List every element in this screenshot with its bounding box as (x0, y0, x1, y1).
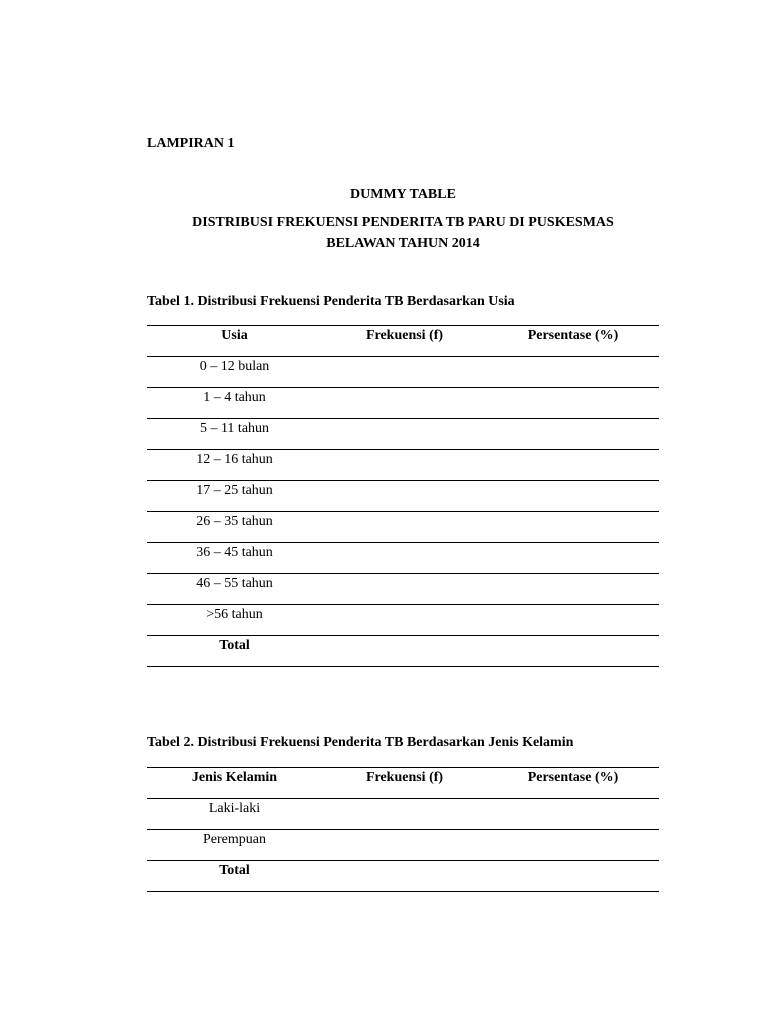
row-label: 12 – 16 tahun (196, 452, 273, 467)
column-header-frequency: Frekuensi (f) (365, 328, 444, 343)
table-header-row (147, 768, 659, 799)
appendix-label: LAMPIRAN 1 (147, 136, 235, 151)
row-label: 26 – 35 tahun (196, 514, 273, 529)
document-title (147, 212, 659, 254)
column-header-age: Usia (221, 328, 248, 343)
row-label: 36 – 45 tahun (196, 545, 273, 560)
frequency-cell (322, 861, 487, 892)
total-label: Total (219, 638, 250, 653)
row-label: >56 tahun (206, 607, 263, 622)
frequency-cell (322, 450, 487, 481)
table-row (147, 388, 659, 419)
row-label: Perempuan (203, 832, 266, 847)
table-row (147, 830, 659, 861)
frequency-cell (322, 605, 487, 636)
table-row (147, 419, 659, 450)
percentage-cell (487, 861, 659, 892)
frequency-cell (322, 830, 487, 861)
frequency-cell (322, 388, 487, 419)
frequency-cell (322, 357, 487, 388)
column-header-frequency: Frekuensi (f) (365, 770, 444, 785)
percentage-cell (487, 512, 659, 543)
row-label: 46 – 55 tahun (196, 576, 273, 591)
row-label: Laki-laki (208, 801, 261, 816)
frequency-cell (322, 543, 487, 574)
row-label: 1 – 4 tahun (203, 390, 266, 405)
table-age-distribution (147, 325, 659, 667)
frequency-cell (322, 636, 487, 667)
frequency-cell (322, 481, 487, 512)
percentage-cell (487, 799, 659, 830)
table-row (147, 357, 659, 388)
dummy-table-heading: DUMMY TABLE (350, 187, 456, 202)
column-header-percentage: Persentase (%) (527, 328, 619, 343)
frequency-cell (322, 419, 487, 450)
table-header-row (147, 326, 659, 357)
row-label: 17 – 25 tahun (196, 483, 273, 498)
table-row (147, 605, 659, 636)
percentage-cell (487, 388, 659, 419)
frequency-cell (322, 512, 487, 543)
table-row (147, 543, 659, 574)
percentage-cell (487, 357, 659, 388)
table-total-row (147, 861, 659, 892)
row-label: 0 – 12 bulan (199, 359, 270, 374)
table-row (147, 450, 659, 481)
percentage-cell (487, 636, 659, 667)
table-gender-distribution (147, 767, 659, 892)
table-row (147, 512, 659, 543)
table-total-row (147, 636, 659, 667)
table1-caption: Tabel 1. Distribusi Frekuensi Penderita TB Berdasarkan Usia (147, 294, 515, 309)
percentage-cell (487, 543, 659, 574)
percentage-cell (487, 450, 659, 481)
document-title-line-1: DISTRIBUSI FREKUENSI PENDERITA TB PARU DI PUSKESMAS (192, 215, 614, 230)
table2-caption: Tabel 2. Distribusi Frekuensi Penderita TB Berdasarkan Jenis Kelamin (147, 735, 574, 750)
percentage-cell (487, 481, 659, 512)
column-header-gender: Jenis Kelamin (191, 770, 278, 785)
frequency-cell (322, 574, 487, 605)
percentage-cell (487, 830, 659, 861)
table-row (147, 799, 659, 830)
table-row (147, 481, 659, 512)
frequency-cell (322, 799, 487, 830)
percentage-cell (487, 605, 659, 636)
percentage-cell (487, 419, 659, 450)
table-row (147, 574, 659, 605)
document-title-line-2: BELAWAN TAHUN 2014 (326, 236, 480, 251)
row-label: 5 – 11 tahun (199, 421, 270, 436)
percentage-cell (487, 574, 659, 605)
column-header-percentage: Persentase (%) (527, 770, 619, 785)
total-label: Total (219, 863, 250, 878)
